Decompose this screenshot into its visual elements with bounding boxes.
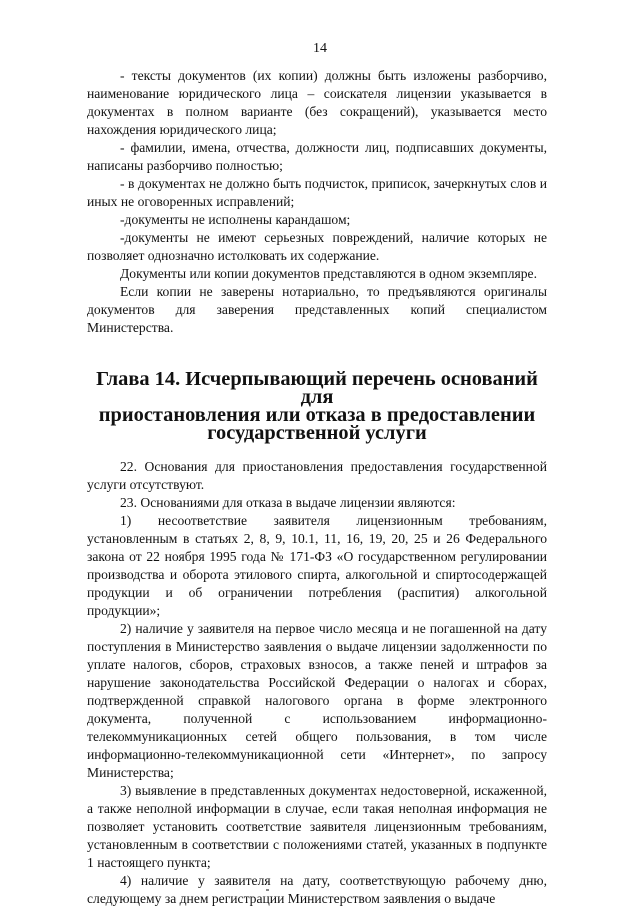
document-body xyxy=(87,67,547,908)
chapter-heading-line-1: Глава 14. Исчерпывающий перечень оснований для xyxy=(96,368,538,408)
paragraph-legibility: - тексты документов (их копии) должны быть изложены разборчиво, наименование юридического лица – соискателя лицензии указывается в документах в полном варианте (без сокращений), указывается место нахождения юридического лица; xyxy=(87,68,547,137)
paragraph-no-pencil: -документы не исполнены карандашом; xyxy=(120,212,351,227)
paragraph-23-item-3: 3) выявление в представленных документах недостоверной, искаженной, а также неполной информации в случае, если такая неполная информация не позволяет установить соответствие заявителя лицензионным требованиям, установленным в соответствии с положениями статей, указанных в подпункте 1 настоящего пункта; xyxy=(87,783,547,870)
paragraph-signatories: - фамилии, имена, отчества, должности лиц, подписавших документы, написаны разборчиво полностью; xyxy=(87,140,547,173)
paragraph-23-item-1: 1) несоответствие заявителя лицензионным требованиям, установленным в статьях 2, 8, 9, 10.1, 11, 16, 19, 20, 25 и 26 Федерального закона от 22 ноября 1995 года № 171-ФЗ «О государственном регулировании производства и оборота этилового спирта, алкогольной и спиртосодержащей продукции и об ограничении потребления (распития) алкогольной продукции»; xyxy=(87,513,547,618)
paragraph-no-damage: -документы не имеют серьезных повреждений, наличие которых не позволяет однозначно истолковать их содержание. xyxy=(87,230,547,263)
spacer xyxy=(87,442,547,458)
paragraph-no-erasures: - в документах не должно быть подчисток, приписок, зачеркнутых слов и иных не оговоренных исправлений; xyxy=(87,176,547,209)
paragraph-22: 22. Основания для приостановления предоставления государственной услуги отсутствуют. xyxy=(87,459,547,492)
paragraph-23-item-4: 4) наличие у заявителя на дату, соответствующую рабочему дню, следующему за днем регистрации Министерством заявления о выдаче xyxy=(87,873,547,906)
chapter-heading-line-2: приостановления или отказа в предоставлении государственной услуги xyxy=(98,404,536,444)
chapter-heading xyxy=(87,370,547,442)
page-number: 14 xyxy=(313,41,327,56)
paragraph-23-item-2: 2) наличие у заявителя на первое число месяца и не погашенной на дату поступления в Министерство заявления о выдаче лицензии задолженности по уплате налогов, сборов, страховых взносов, а также пеней и штрафов за нарушение законодательства Российской Федерации о налогах и сборах, подтвержденной справкой налогового органа в форме электронного документа, полученной с использованием информационно-телекоммуникационных сетей общего пользования, в том числе информационно-телекоммуникационной сети «Интернет», по запросу Министерства; xyxy=(87,621,547,780)
paragraph-23: 23. Основаниями для отказа в выдаче лицензии являются: xyxy=(120,495,456,510)
footer-mark xyxy=(266,889,269,891)
paragraph-originals: Если копии не заверены нотариально, то предъявляются оригиналы документов для заверения представленных копий специалистом Министерства. xyxy=(87,284,547,335)
spacer xyxy=(87,337,547,370)
paragraph-single-copy: Документы или копии документов представляются в одном экземпляре. xyxy=(120,266,537,281)
